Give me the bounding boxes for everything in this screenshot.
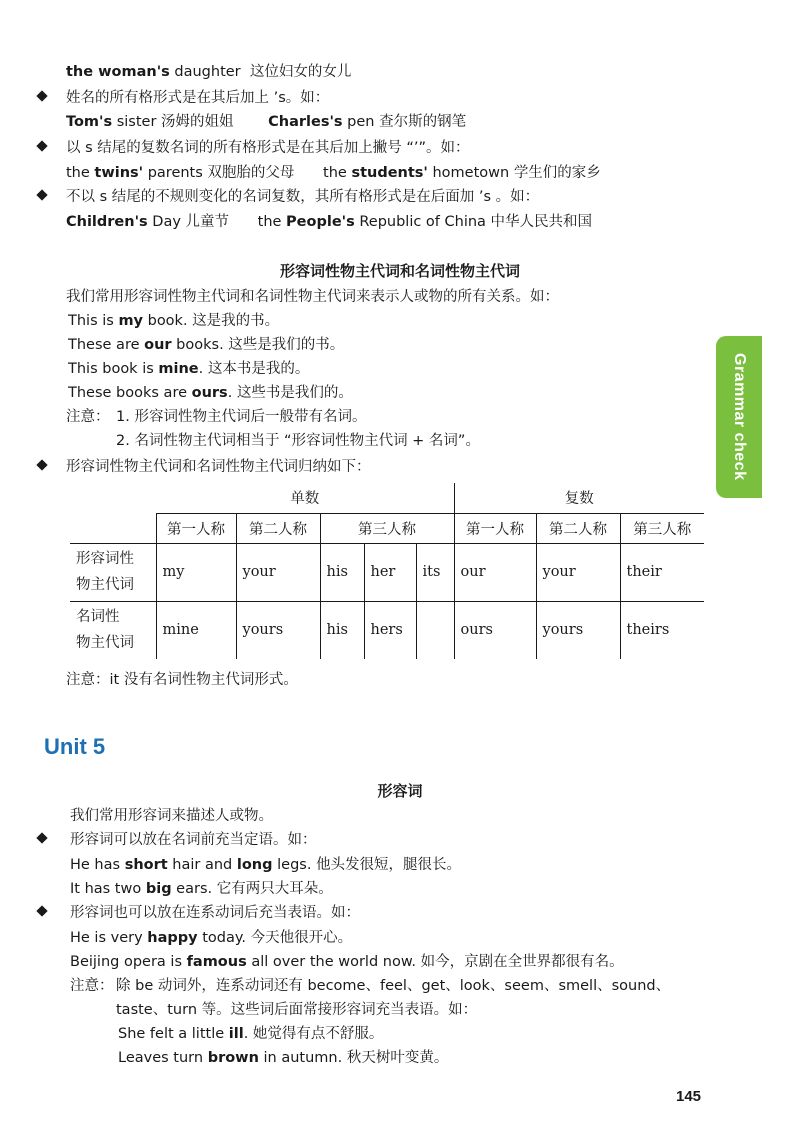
header-person: 第二人称 bbox=[536, 513, 620, 543]
header-singular: 单数 bbox=[156, 483, 454, 513]
cell: her bbox=[364, 543, 416, 601]
rule-irregular-possessive: 不以 s 结尾的不规则变化的名词复数，其所有格形式是在后面加 ’s 。如： bbox=[66, 189, 540, 205]
header-person: 第一人称 bbox=[454, 513, 536, 543]
bullet-diamond-icon bbox=[36, 90, 47, 101]
note-1: 1. 形容词性物主代词后一般带有名词。 bbox=[116, 409, 367, 425]
grammar-check-tab-label: Grammar check bbox=[731, 353, 748, 481]
pronoun-example: This book is mine. 这本书是我的。 bbox=[68, 361, 310, 377]
pronoun-table bbox=[70, 483, 704, 659]
linking-verbs-note-line1: 除 be 动词外，连系动词还有 become、feel、get、look、seem、smell、sound、 bbox=[116, 978, 671, 994]
bullet-diamond-icon bbox=[36, 905, 47, 916]
adjective-example: He has short hair and long legs. 他头发很短，腿很长。 bbox=[70, 857, 462, 873]
pronoun-summary: 形容词性物主代词和名词性物主代词归纳如下： bbox=[66, 459, 371, 475]
adjective-example: Beijing opera is famous all over the world now. 如今，京剧在全世界都很有名。 bbox=[70, 954, 624, 970]
row-label-adjective-possessive: 形容词性 物主代词 bbox=[70, 543, 156, 601]
cell: their bbox=[620, 543, 704, 601]
cell: your bbox=[236, 543, 320, 601]
cell: hers bbox=[364, 601, 416, 659]
pronoun-intro: 我们常用形容词性物主代词和名词性物主代词来表示人或物的所有关系。如： bbox=[66, 289, 559, 305]
cell: his bbox=[320, 543, 364, 601]
section-heading-adjectives: 形容词 bbox=[377, 782, 423, 800]
example-irregular: Children's Day 儿童节 the People's Republic of China 中华人民共和国 bbox=[66, 214, 593, 230]
adjective-example: He is very happy today. 今天他很开心。 bbox=[70, 930, 353, 946]
header-person: 第三人称 bbox=[620, 513, 704, 543]
note-example: Leaves turn brown in autumn. 秋天树叶变黄。 bbox=[118, 1050, 449, 1066]
bullet-diamond-icon bbox=[36, 140, 47, 151]
rule-name-possessive: 姓名的所有格形式是在其后加上 ’s。如： bbox=[66, 90, 330, 106]
adjective-rule-2: 形容词也可以放在连系动词后充当表语。如： bbox=[70, 905, 360, 921]
unit-title: Unit 5 bbox=[44, 734, 106, 759]
table-row bbox=[70, 513, 704, 543]
table-row bbox=[70, 483, 704, 513]
bullet-diamond-icon bbox=[36, 459, 47, 470]
cell: theirs bbox=[620, 601, 704, 659]
cell: my bbox=[156, 543, 236, 601]
cell: mine bbox=[156, 601, 236, 659]
example-charles-pen: Charles's pen 查尔斯的钢笔 bbox=[268, 114, 467, 130]
note-label: 注意： bbox=[66, 409, 110, 425]
cell: yours bbox=[536, 601, 620, 659]
cell bbox=[416, 601, 454, 659]
adjective-example: It has two big ears. 它有两只大耳朵。 bbox=[70, 881, 333, 897]
note-it: 注意：it 没有名词性物主代词形式。 bbox=[66, 672, 298, 688]
bullet-diamond-icon bbox=[36, 832, 47, 843]
page-number: 145 bbox=[676, 1088, 702, 1105]
rule-plural-possessive: 以 s 结尾的复数名词的所有格形式是在其后加上撇号 “’”。如： bbox=[66, 140, 470, 156]
adjective-rule-1: 形容词可以放在名词前充当定语。如： bbox=[70, 832, 317, 848]
note-label: 注意： bbox=[70, 978, 114, 994]
section-heading-possessive-pronouns: 形容词性物主代词和名词性物主代词 bbox=[279, 262, 520, 280]
cell: our bbox=[454, 543, 536, 601]
cell: your bbox=[536, 543, 620, 601]
note-example: She felt a little ill. 她觉得有点不舒服。 bbox=[118, 1026, 384, 1042]
pronoun-example: These books are ours. 这些书是我们的。 bbox=[68, 385, 353, 401]
pronoun-example: These are our books. 这些是我们的书。 bbox=[68, 337, 345, 353]
cell: ours bbox=[454, 601, 536, 659]
example-toms-sister: Tom's sister 汤姆的姐姐 bbox=[66, 114, 234, 130]
cell: its bbox=[416, 543, 454, 601]
header-person: 第一人称 bbox=[156, 513, 236, 543]
example-plural: the twins' parents 双胞胎的父母 the students' hometown 学生们的家乡 bbox=[66, 165, 601, 181]
adjective-intro: 我们常用形容词来描述人或物。 bbox=[70, 808, 273, 824]
cell: yours bbox=[236, 601, 320, 659]
pronoun-example: This is my book. 这是我的书。 bbox=[68, 313, 280, 329]
header-plural: 复数 bbox=[454, 483, 704, 513]
bullet-diamond-icon bbox=[36, 189, 47, 200]
header-person: 第二人称 bbox=[236, 513, 320, 543]
cell: his bbox=[320, 601, 364, 659]
table-row bbox=[70, 543, 704, 601]
header-person: 第三人称 bbox=[320, 513, 454, 543]
table-row bbox=[70, 601, 704, 659]
example-names bbox=[66, 110, 466, 131]
example-woman: the woman's daughter 这位妇女的女儿 bbox=[66, 64, 352, 80]
linking-verbs-note-line2: taste、turn 等。这些词后面常接形容词充当表语。如： bbox=[116, 1002, 478, 1018]
note-2: 2. 名词性物主代词相当于 “形容词性物主代词 + 名词”。 bbox=[116, 433, 480, 449]
row-label-noun-possessive: 名词性 物主代词 bbox=[76, 609, 134, 652]
